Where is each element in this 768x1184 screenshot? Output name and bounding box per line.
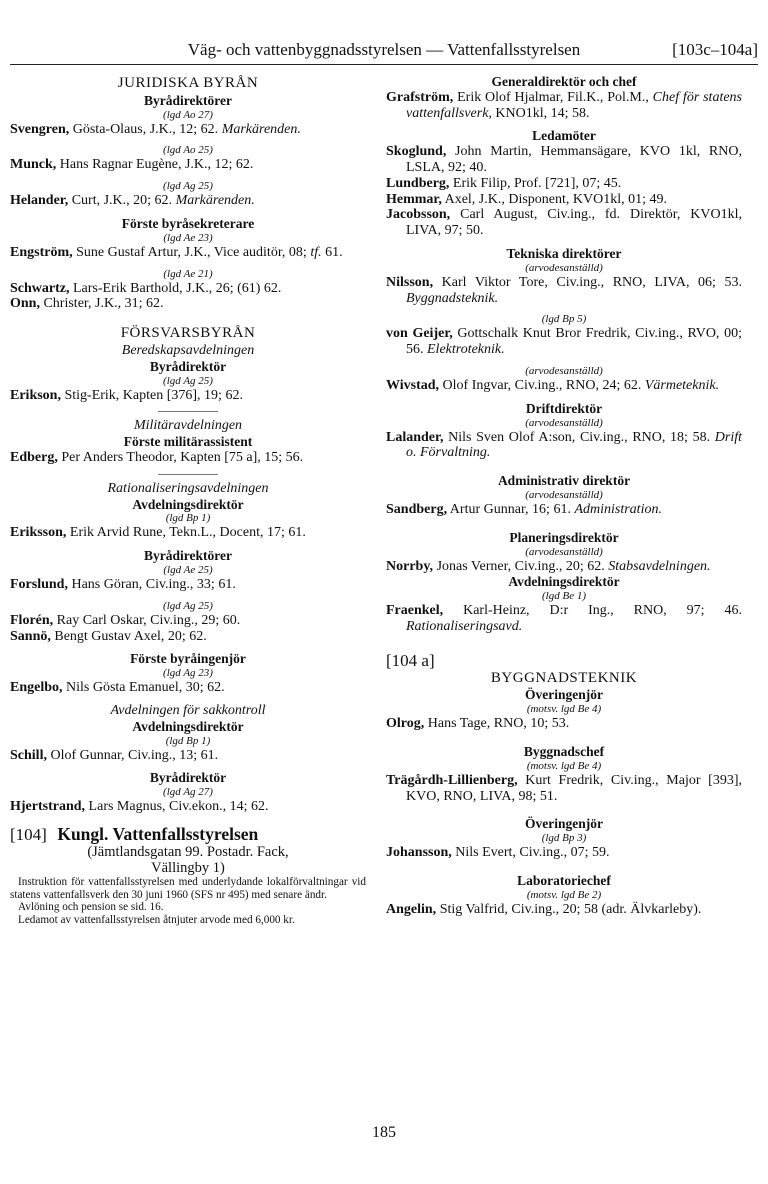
person-name: Schill, [10, 747, 47, 763]
person-name: Erikson, [10, 387, 61, 403]
spacer [10, 137, 366, 144]
person-details: Lars-Erik Barthold, J.K., 26; (61) 62. [69, 280, 282, 296]
grade-label: (lgd Ae 23) [163, 231, 213, 244]
person-entry [386, 207, 742, 239]
position-title: Byrådirektörer [144, 548, 232, 564]
grade-label: (lgd Ae 25) [163, 563, 213, 576]
person-duty: Drift o. Förvaltning. [406, 429, 742, 461]
authority-title: Kungl. Vattenfallsstyrelsen [57, 823, 259, 844]
authority-address: (Jämtlandsgatan 99. Postadr. Fack, [87, 843, 289, 860]
grade-label: (lgd Ao 27) [163, 108, 213, 121]
person-name: Svengren, [10, 121, 70, 137]
grade-label: (motsv. lgd Be 4) [526, 759, 602, 772]
person-entry [386, 144, 742, 176]
header-rule [10, 64, 758, 65]
spacer [386, 804, 742, 816]
person-details: Bengt Gustav Axel, 20; 62. [50, 628, 207, 644]
position-title: Överingenjör [525, 687, 603, 703]
person-entry [10, 629, 366, 645]
instruction-note: Instruktion för vattenfallsstyrelsen med underlydande lokalförvaltningar vid statens vattenfallsverk den 30 juni 1960 (SFS nr 495) med senare ändr. [10, 876, 366, 901]
person-name: Lalander, [386, 429, 444, 445]
page-header [10, 38, 758, 64]
person-details: Gösta-Olaus, J.K., 12; 62. [69, 121, 222, 137]
person-name: Hemmar, [386, 191, 442, 207]
person-details: Artur Gunnar, 16; 61. [447, 501, 575, 517]
person-name: Angelin, [386, 901, 437, 917]
subsection-heading: Rationaliseringsavdelningen [107, 480, 269, 496]
person-entry [10, 525, 366, 541]
section-heading: JURIDISKA BYRÅN [117, 75, 259, 91]
person-duty: Markärenden. [175, 193, 255, 209]
person-entry [386, 559, 742, 575]
spacer [386, 306, 742, 313]
person-name: Munck, [10, 157, 57, 173]
position-title: Byggnadschef [523, 743, 605, 759]
position-title: Förste militärassistent [123, 434, 253, 450]
person-entry [10, 577, 366, 593]
person-name: Helander, [10, 193, 69, 209]
person-details: John Martin, Hemmansägare, KVO 1kl, RNO, LSLA, 92; 40. [406, 144, 742, 175]
section-number: [104 a] [386, 650, 435, 670]
person-name: Lundberg, [386, 175, 450, 191]
person-entry [386, 902, 742, 918]
position-title: Byrådirektörer [144, 92, 232, 108]
grade-label: (lgd Ao 25) [163, 144, 213, 157]
spacer [10, 763, 366, 770]
person-entry [10, 122, 366, 138]
person-duty: Stabsavdelningen. [608, 558, 711, 574]
person-entry [10, 799, 366, 815]
person-details: Hans Ragnar Eugène, J.K., 12; 62. [56, 157, 254, 173]
person-duty: Chef för statens vattenfallsverk, [406, 89, 742, 121]
grade-label: (lgd Ag 25) [163, 599, 213, 612]
spacer [10, 696, 366, 703]
position-title: Avdelningsdirektör [132, 496, 244, 512]
grade-label: (arvodesanställd) [525, 364, 603, 377]
person-details: KNO1kl, 14; 58. [491, 105, 590, 121]
grade-label: (lgd Be 1) [542, 590, 586, 603]
person-name: Grafström, [386, 89, 454, 105]
spacer [386, 394, 742, 401]
position-title: Överingenjör [525, 816, 603, 832]
grade-label: (motsv. lgd Be 2) [526, 888, 602, 901]
person-name: Engelbo, [10, 680, 63, 696]
person-details: Per Anders Theodor, Kapten [75 a], 15; 56. [57, 449, 304, 465]
person-entry [386, 430, 742, 462]
person-details: Erik Arvid Rune, Tekn.L., Docent, 17; 61. [66, 525, 306, 541]
authority-address: Vällingby 1) [151, 859, 225, 876]
person-name: Johansson, [386, 845, 452, 861]
spacer [386, 861, 742, 873]
person-details: Olof Ingvar, Civ.ing., RNO, 24; 62. [439, 377, 645, 393]
instruction-note: Ledamot av vattenfallsstyrelsen åtnjuter arvode med 6,000 kr. [18, 913, 295, 926]
section-heading: BYGGNADSTEKNIK [490, 669, 638, 686]
person-details: Ray Carl Oskar, Civ.ing., 29; 60. [53, 612, 241, 628]
person-details: Nils Gösta Emanuel, 30; 62. [62, 680, 225, 696]
person-entry [10, 157, 366, 173]
person-duty: Byggnadsteknik. [406, 290, 499, 306]
spacer [10, 593, 366, 600]
position-title: Förste byråingenjör [130, 651, 246, 667]
person-duty: Rationaliseringsavd. [406, 618, 523, 634]
running-title: Väg- och vattenbyggnadsstyrelsen — Vattenfallsstyrelsen [187, 40, 581, 59]
instruction-note: Avlöning och pension se sid. 16. [18, 901, 164, 914]
person-details: Hans Göran, Civ.ing., 33; 61. [67, 576, 236, 592]
spacer [386, 635, 742, 653]
position-title: Förste byråsekreterare [121, 215, 255, 231]
person-details: Erik Filip, Prof. [721], 07; 45. [449, 175, 622, 191]
person-details: Karl-Heinz, D:r Ing., RNO, 97; 46. [443, 603, 742, 619]
person-duty: Elektroteknik. [427, 342, 505, 358]
person-entry [10, 450, 366, 466]
person-details: Curt, J.K., 20; 62. [68, 193, 176, 209]
spacer [10, 209, 366, 216]
person-details: Axel, J.K., Disponent, KVO1kl, 01; 49. [441, 191, 668, 207]
person-entry [10, 388, 366, 404]
person-details: Gottschalk Knut Bror Fredrik, Civ.ing., RVO, 00; 56. [406, 326, 742, 358]
grade-label: (arvodesanställd) [525, 488, 603, 501]
grade-label: (lgd Ag 25) [163, 180, 213, 193]
spacer [386, 461, 742, 473]
person-entry [386, 192, 742, 208]
person-entry [386, 502, 742, 518]
left-column [10, 74, 366, 926]
person-entry [10, 193, 366, 209]
person-details: Nils Evert, Civ.ing., 07; 59. [451, 845, 610, 861]
spacer [10, 312, 366, 324]
person-details: Stig-Erik, Kapten [376], 19; 62. [60, 387, 243, 403]
person-duty: Administration. [574, 501, 662, 517]
page-number: 185 [372, 1124, 396, 1141]
grade-label: (lgd Ae 21) [163, 267, 213, 280]
authority-heading [10, 823, 366, 845]
person-name: Engström, [10, 244, 73, 260]
person-entry [386, 845, 742, 861]
person-details: Nils Sven Olof A:son, Civ.ing., RNO, 18; 58. [443, 429, 715, 445]
person-entry [10, 680, 366, 696]
position-title: Byrådirektör [149, 358, 227, 374]
person-details: Karl Viktor Tore, Civ.ing., RNO, LIVA, 06; 53. [433, 274, 742, 290]
section-code: [103c–104a] [672, 40, 758, 59]
spacer [10, 261, 366, 268]
person-name: Onn, [10, 296, 40, 312]
person-entry [386, 275, 742, 307]
person-entry [10, 613, 366, 629]
person-name: Trägårdh-Lillienberg, [386, 772, 518, 788]
person-entry [386, 176, 742, 192]
person-details: Olof Gunnar, Civ.ing., 13; 61. [46, 747, 219, 763]
position-title: Byrådirektör [149, 770, 227, 786]
spacer [386, 121, 742, 128]
subsection-heading: Beredskapsavdelningen [121, 342, 255, 358]
grade-label: (lgd Ag 27) [163, 786, 213, 799]
spacer [386, 239, 742, 246]
position-title: Administrativ direktör [497, 473, 631, 489]
subsection-heading: Avdelningen för sakkontroll [110, 702, 266, 718]
person-details: Stig Valfrid, Civ.ing., 20; 58 (adr. Älvkarleby). [436, 901, 702, 917]
person-entry [386, 326, 742, 358]
person-entry [386, 90, 742, 122]
section-number: [104] [10, 824, 47, 844]
person-duty: Värmeteknik. [644, 377, 720, 393]
grade-label: (arvodesanställd) [525, 545, 603, 558]
person-name: Norrby, [386, 558, 434, 574]
position-title: Avdelningsdirektör [508, 574, 620, 590]
person-name: Schwartz, [10, 280, 70, 296]
person-entry [10, 748, 366, 764]
position-title: Generaldirektör och chef [491, 74, 637, 89]
grade-label: (lgd Bp 5) [541, 313, 587, 326]
position-title: Driftdirektör [525, 400, 603, 416]
person-details: Kurt Fredrik, Civ.ing., Major [393], KVO, RNO, LIVA, 98; 51. [406, 772, 742, 804]
section-heading: FÖRSVARSBYRÅN [120, 325, 256, 342]
person-name: Sannö, [10, 628, 51, 644]
person-details: Erik Olof Hjalmar, Fil.K., Pol.M., [453, 89, 653, 105]
position-title: Planeringsdirektör [509, 529, 619, 545]
grade-label: (lgd Ag 25) [163, 374, 213, 387]
subsection-heading: Militäravdelningen [133, 418, 243, 434]
person-entry [386, 773, 742, 805]
position-title: Laboratoriechef [517, 872, 611, 888]
grade-label: (lgd Bp 1) [165, 512, 211, 525]
person-details: 61. [321, 244, 343, 260]
position-title: Avdelningsdirektör [132, 718, 244, 734]
spacer [386, 358, 742, 365]
person-details: Christer, J.K., 31; 62. [39, 296, 164, 312]
person-name: Jacobsson, [386, 207, 451, 223]
person-name: Forslund, [10, 576, 68, 592]
grade-label: (lgd Bp 3) [541, 832, 587, 845]
spacer [10, 541, 366, 548]
position-title: Tekniska direktörer [506, 245, 622, 261]
person-details: Sune Gustaf Artur, J.K., Vice auditör, 08; [72, 244, 311, 260]
spacer [10, 173, 366, 180]
position-title: Ledamöter [532, 128, 596, 144]
grade-label: (arvodesanställd) [525, 261, 603, 274]
spacer [10, 644, 366, 651]
person-entry [10, 296, 366, 312]
spacer [386, 518, 742, 530]
person-name: Nilsson, [386, 274, 434, 290]
person-name: Edberg, [10, 449, 58, 465]
person-entry [386, 716, 742, 732]
person-details: Jonas Verner, Civ.ing., 20; 62. [433, 558, 609, 574]
person-name: Skoglund, [386, 144, 447, 160]
person-duty: Markärenden. [221, 121, 301, 137]
person-details: Hans Tage, RNO, 10; 53. [424, 716, 570, 732]
person-name: Wivstad, [386, 377, 440, 393]
person-name: Olrog, [386, 716, 425, 732]
right-column [386, 74, 742, 917]
person-name: Fraenkel, [386, 603, 444, 619]
grade-label: (lgd Ag 23) [163, 667, 213, 680]
person-entry [386, 378, 742, 394]
person-details: Carl August, Civ.ing., fd. Direktör, KVO1kl, LIVA, 97; 50. [406, 207, 742, 239]
grade-label: (motsv. lgd Be 4) [526, 703, 602, 716]
person-entry [386, 603, 742, 635]
person-details: Lars Magnus, Civ.ekon., 14; 62. [85, 799, 269, 815]
person-name: von Geijer, [386, 326, 453, 342]
person-entry [10, 281, 366, 297]
person-name: Eriksson, [10, 525, 67, 541]
person-name: Florén, [10, 612, 54, 628]
person-name: Sandberg, [386, 501, 448, 517]
separator-rule [158, 474, 218, 475]
spacer [386, 732, 742, 744]
person-name: Hjertstrand, [10, 799, 86, 815]
grade-label: (lgd Bp 1) [165, 734, 211, 747]
person-duty: tf. [310, 244, 322, 260]
grade-label: (arvodesanställd) [525, 416, 603, 429]
person-entry [10, 245, 366, 261]
separator-rule [158, 411, 218, 412]
